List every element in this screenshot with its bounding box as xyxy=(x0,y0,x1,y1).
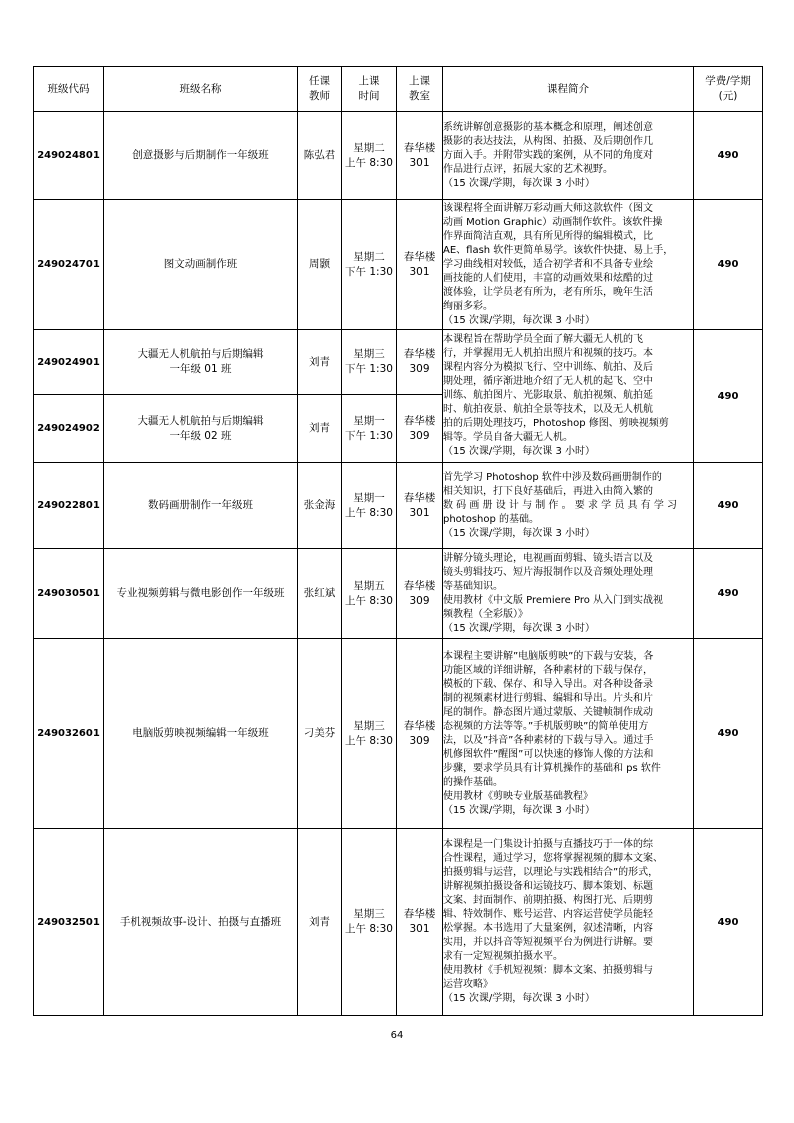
teacher: 刘青 xyxy=(298,829,342,1016)
course-description: 本课程是一门集设计拍摄与直播技巧于一体的综 合性课程，通过学习，您将掌握视频的脚本文案、 拍摄剪辑与运营，以理论与实践相结合”的形式， 讲解视频拍摄设备和运镜技巧、脚本策划、标题 文案、封面制作、前期拍摄、构图打光、后期剪 辑、特效制作、账号运营、内容运营使学员能轻 松掌握。本书选用了大量案例，叙述清晰，内容 实用，并以抖音等短视频平台为例进行讲解。要 求有一定短视频拍摄水平。 使用教材《手机短视频：脚本文案、拍摄剪辑与 运营攻略》 （15 次课/学期，每次课 3 小时） xyxy=(443,829,694,1016)
class-code: 249032501 xyxy=(34,829,104,1016)
classroom: 春华楼 301 xyxy=(397,200,443,330)
teacher: 刘青 xyxy=(298,395,342,463)
classroom: 春华楼 301 xyxy=(397,463,443,549)
class-name: 大疆无人机航拍与后期编辑 一年级 02 班 xyxy=(104,395,298,463)
class-name: 大疆无人机航拍与后期编辑 一年级 01 班 xyxy=(104,330,298,395)
class-code: 249024801 xyxy=(34,112,104,200)
tuition-fee: 490 xyxy=(694,200,763,330)
table-row xyxy=(34,200,763,330)
table-row xyxy=(34,330,763,395)
table-row xyxy=(34,463,763,549)
teacher: 刁美芬 xyxy=(298,639,342,829)
teacher: 陈弘君 xyxy=(298,112,342,200)
classroom: 春华楼 309 xyxy=(397,395,443,463)
class-code: 249024701 xyxy=(34,200,104,330)
class-code: 249024901 xyxy=(34,330,104,395)
class-code: 249030501 xyxy=(34,549,104,639)
table-row xyxy=(34,112,763,200)
table-row xyxy=(34,639,763,829)
course-description: 本课程旨在帮助学员全面了解大疆无人机的飞 行，并掌握用无人机拍出照片和视频的技巧。本 课程内容分为模拟飞行、空中训练、航拍、及后 期处理，循序渐进地介绍了无人机的起飞、空中 训练、航拍图片、光影取景、航拍视频、航拍延 时、航拍夜景、航拍全景等技术，以及无人机航 拍的后期处理技巧，Photoshop 修图、剪映视频剪 辑等。学员自备大疆无人机。 （15 次课/学期，每次课 3 小时） xyxy=(443,330,694,463)
classroom: 春华楼 309 xyxy=(397,549,443,639)
class-time: 星期三 上午 8:30 xyxy=(342,829,397,1016)
class-name: 图文动画制作班 xyxy=(104,200,298,330)
course-description: 本课程主要讲解”电脑版剪映”的下载与安装，各 功能区域的详细讲解，各种素材的下载与保存， 模板的下载、保存、和导入导出。对各种设备录 制的视频素材进行剪辑、编辑和导出。片头和片 尾的制作。静态图片通过蒙版、关键帧制作成动 态视频的方法等等。”手机版剪映”的简单使用方 法，以及”抖音”各种素材的下载与导入。通过手 机修图软件”醒图”可以快速的修饰人像的方法和 步骤，要求学员具有计算机操作的基础和 ps 软件 的操作基础。 使用教材《剪映专业版基础教程》 （15 次课/学期，每次课 3 小时） xyxy=(443,639,694,829)
tuition-fee: 490 xyxy=(694,463,763,549)
teacher: 张金海 xyxy=(298,463,342,549)
tuition-fee: 490 xyxy=(694,549,763,639)
classroom: 春华楼 309 xyxy=(397,639,443,829)
header-time: 上课 时间 xyxy=(342,67,397,112)
classroom: 春华楼 301 xyxy=(397,829,443,1016)
tuition-fee: 490 xyxy=(694,112,763,200)
class-name: 专业视频剪辑与微电影创作一年级班 xyxy=(104,549,298,639)
header-row xyxy=(34,67,763,112)
class-time: 星期五 上午 8:30 xyxy=(342,549,397,639)
teacher: 张红斌 xyxy=(298,549,342,639)
table-row xyxy=(34,549,763,639)
classroom: 春华楼 309 xyxy=(397,330,443,395)
course-description: 系统讲解创意摄影的基本概念和原理，阐述创意 摄影的表达技法，从构图、拍摄、及后期创作几 方面入手。并附带实践的案例，从不同的角度对 作品进行点评，拓展大家的艺术视野。 （15 次课/学期，每次课 3 小时） xyxy=(443,112,694,200)
tuition-fee: 490 xyxy=(694,639,763,829)
header-name: 班级名称 xyxy=(104,67,298,112)
table-row xyxy=(34,829,763,1016)
class-name: 创意摄影与后期制作一年级班 xyxy=(104,112,298,200)
header-room: 上课 教室 xyxy=(397,67,443,112)
tuition-fee: 490 xyxy=(694,330,763,463)
class-time: 星期三 下午 1:30 xyxy=(342,330,397,395)
page-number: 64 xyxy=(390,1030,404,1041)
course-description: 讲解分镜头理论，电视画面剪辑、镜头语言以及 镜头剪辑技巧、短片海报制作以及音频处理处理 等基础知识。 使用教材《中文版 Premiere Pro 从入门到实战视 频教程（全彩版）》 （15 次课/学期，每次课 3 小时） xyxy=(443,549,694,639)
class-name: 电脑版剪映视频编辑一年级班 xyxy=(104,639,298,829)
class-name: 手机视频故事-设计、拍摄与直播班 xyxy=(104,829,298,1016)
teacher: 刘青 xyxy=(298,330,342,395)
course-description: 首先学习 Photoshop 软件中涉及数码画册制作的 相关知识，打下良好基础后，再进入由简入繁的 数 码 画 册 设 计 与 制 作 。 要 求 学 员 具 有 学 习 photoshop 的基础。 （15 次课/学期，每次课 3 小时） xyxy=(443,463,694,549)
class-code: 249022801 xyxy=(34,463,104,549)
class-time: 星期二 下午 1:30 xyxy=(342,200,397,330)
class-time: 星期二 上午 8:30 xyxy=(342,112,397,200)
classroom: 春华楼 301 xyxy=(397,112,443,200)
header-teacher: 任课 教师 xyxy=(298,67,342,112)
class-name: 数码画册制作一年级班 xyxy=(104,463,298,549)
class-time: 星期一 下午 1:30 xyxy=(342,395,397,463)
teacher: 周颢 xyxy=(298,200,342,330)
class-time: 星期一 上午 8:30 xyxy=(342,463,397,549)
class-code: 249024902 xyxy=(34,395,104,463)
course-table xyxy=(33,66,763,1016)
header-code: 班级代码 xyxy=(34,67,104,112)
course-description: 该课程将全面讲解万彩动画大师这款软件（图文 动画 Motion Graphic）动画制作软件。该软件操 作界面简洁直观，具有所见所得的编辑模式，比 AE、flash 软件更简单易学。该软件快捷、易上手， 学习曲线相对较低，适合初学者和不具备专业绘 画技能的人们使用，丰富的动画效果和炫酷的过 渡体验，让学员老有所为，老有所乐，晚年生活 绚丽多彩。 （15 次课/学期，每次课 3 小时） xyxy=(443,200,694,330)
header-fee: 学费/学期 (元) xyxy=(694,67,763,112)
class-time: 星期三 上午 8:30 xyxy=(342,639,397,829)
header-intro: 课程简介 xyxy=(443,67,694,112)
class-code: 249032601 xyxy=(34,639,104,829)
tuition-fee: 490 xyxy=(694,829,763,1016)
